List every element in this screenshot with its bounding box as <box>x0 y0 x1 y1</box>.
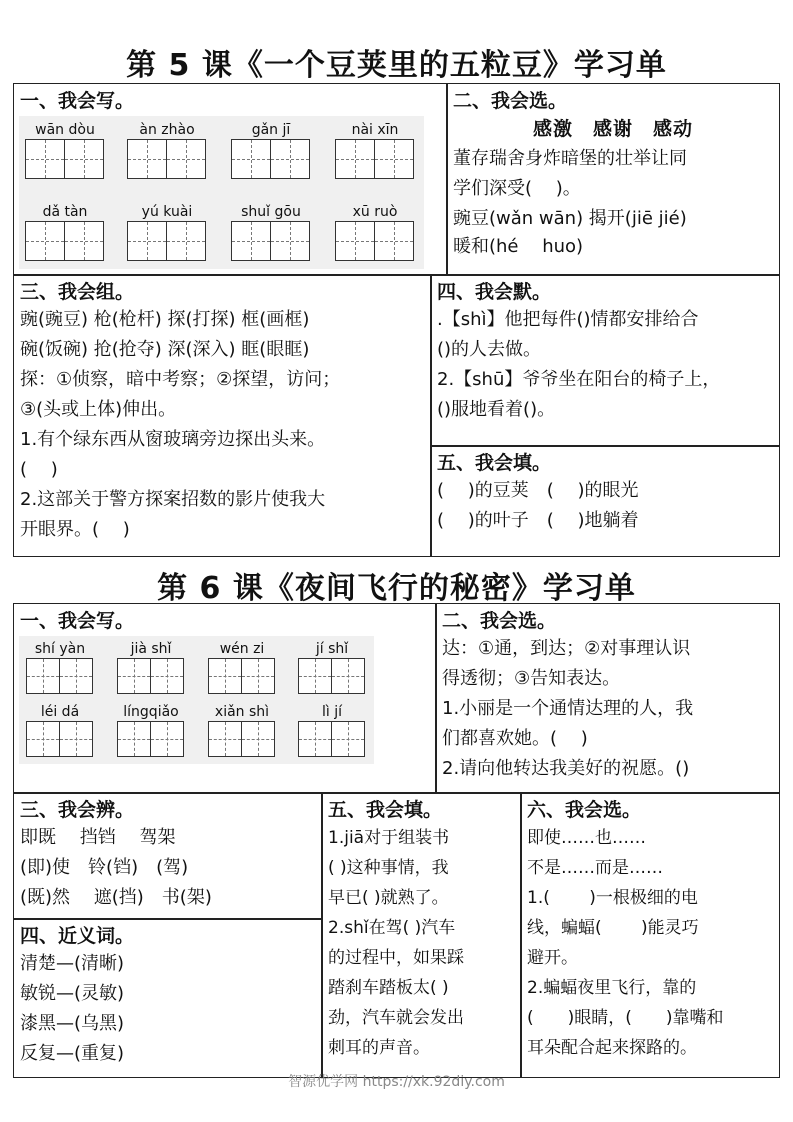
text-line: 2.蝙蝠夜里飞行，靠的 <box>527 978 697 998</box>
writing-cell[interactable] <box>117 658 151 694</box>
text-line: 2.请向他转达我美好的祝愿。() <box>442 758 690 779</box>
section-heading: 一、我会写。 <box>20 610 135 632</box>
writing-cell[interactable] <box>241 721 275 757</box>
text-line: 敏锐—(灵敏) <box>20 983 125 1004</box>
writing-cell[interactable] <box>59 658 93 694</box>
writing-cell[interactable] <box>64 221 104 261</box>
text-line: 不是……而是…… <box>527 858 663 878</box>
text-line: .【shì】他把每件()情都安排给合 <box>437 309 699 330</box>
section-heading: 五、我会填。 <box>328 799 443 821</box>
text-line: 豌(豌豆) 枪(枪杆) 探(打探) 框(画框) <box>20 309 310 330</box>
writing-cell[interactable] <box>335 139 375 179</box>
text-line: 得透彻；③告知表达。 <box>442 668 621 689</box>
section-heading: 三、我会组。 <box>20 281 135 303</box>
text-line: 2.这部关于警方探案招数的影片使我大 <box>20 489 326 510</box>
text-line: 1.小丽是一个通情达理的人，我 <box>442 698 694 719</box>
pinyin-box <box>117 704 185 760</box>
writing-cell[interactable] <box>150 721 184 757</box>
l6-pinyin-grid <box>19 636 374 764</box>
pinyin-box <box>208 704 276 760</box>
pinyin-label: wén zi <box>219 641 265 657</box>
text-line: (既)然 遮(挡) 书(架) <box>20 887 212 908</box>
text-line: ③(头或上体)伸出。 <box>20 399 177 420</box>
writing-cell[interactable] <box>127 221 167 261</box>
writing-cell[interactable] <box>26 721 60 757</box>
text-line: ( ) <box>20 459 58 480</box>
writing-cell[interactable] <box>150 658 184 694</box>
writing-cell[interactable] <box>298 721 332 757</box>
writing-cell[interactable] <box>270 221 310 261</box>
l5-pinyin-grid <box>19 116 424 269</box>
writing-cell[interactable] <box>25 221 65 261</box>
text-line: 2.【shū】爷爷坐在阳台的椅子上， <box>437 369 721 390</box>
text-line: ( )的豆荚 ( )的眼光 <box>437 480 639 501</box>
section-heading: 二、我会选。 <box>453 90 568 112</box>
text-line: 踏刹车踏板太( ) <box>328 978 449 998</box>
text-line: 反复—(重复) <box>20 1043 125 1064</box>
text-line: ()的人去做。 <box>437 339 542 360</box>
pinyin-label: xū ruò <box>352 204 398 220</box>
pinyin-label: shí yàn <box>34 641 86 657</box>
text-line: ()服地看着()。 <box>437 399 556 420</box>
section-heading: 六、我会选。 <box>527 799 642 821</box>
pinyin-label: wān dòu <box>35 122 95 138</box>
pinyin-label: àn zhào <box>139 122 195 138</box>
writing-cell[interactable] <box>231 221 271 261</box>
lesson5-title: 第 5 课《一个豆荚里的五粒豆》学习单 <box>126 48 667 83</box>
l5-choose-section <box>446 83 780 276</box>
writing-cell[interactable] <box>231 139 271 179</box>
writing-cell[interactable] <box>166 221 206 261</box>
text-line: ( )的叶子 ( )地躺着 <box>437 510 639 531</box>
text-line: 开眼界。( ) <box>20 519 130 540</box>
section-heading: 一、我会写。 <box>20 90 135 112</box>
pinyin-box <box>298 641 366 697</box>
text-line: 们都喜欢她。( ) <box>442 728 588 749</box>
section-heading: 四、我会默。 <box>437 281 552 303</box>
l5-group-section <box>13 274 432 557</box>
pinyin-label: jí shǐ <box>315 641 349 657</box>
writing-cell[interactable] <box>59 721 93 757</box>
pinyin-box <box>335 122 415 182</box>
writing-cell[interactable] <box>374 221 414 261</box>
pinyin-box <box>298 704 366 760</box>
text-line: 学们深受( )。 <box>453 178 581 199</box>
pinyin-label: língqiǎo <box>123 704 179 720</box>
text-line: ( )这种事情，我 <box>328 858 449 878</box>
l6-distinguish-section <box>13 792 323 920</box>
pinyin-label: léi dá <box>40 704 80 720</box>
pinyin-box <box>231 122 311 182</box>
text-line: 的过程中，如果踩 <box>328 948 464 968</box>
writing-cell[interactable] <box>26 658 60 694</box>
lesson6-title: 第 6 课《夜间飞行的秘密》学习单 <box>157 571 636 606</box>
writing-cell[interactable] <box>331 721 365 757</box>
text-line: 线，蝙蝠( )能灵巧 <box>527 918 699 938</box>
text-line: 清楚—(清晰) <box>20 953 125 974</box>
writing-cell[interactable] <box>64 139 104 179</box>
pinyin-label: dǎ tàn <box>42 204 88 220</box>
pinyin-box <box>26 641 94 697</box>
text-line: 漆黑—(乌黑) <box>20 1013 125 1034</box>
pinyin-box <box>26 704 94 760</box>
writing-cell[interactable] <box>374 139 414 179</box>
text-line: 1.有个绿东西从窗玻璃旁边探出头来。 <box>20 429 326 450</box>
text-line: ( )眼睛，( )靠嘴和 <box>527 1008 724 1028</box>
writing-cell[interactable] <box>208 658 242 694</box>
pinyin-box <box>127 204 207 264</box>
pinyin-label: lì jí <box>321 704 342 720</box>
text-line: 1.( )一根极细的电 <box>527 888 698 908</box>
text-line: 2.shǐ在驾( )汽车 <box>328 918 456 938</box>
text-line: 早已( )就熟了。 <box>328 888 449 908</box>
writing-cell[interactable] <box>127 139 167 179</box>
text-line: 1.jiā对于组装书 <box>328 828 450 848</box>
section-heading: 三、我会辨。 <box>20 799 135 821</box>
l5-fill-section <box>430 445 780 557</box>
pinyin-label: jià shǐ <box>130 641 172 657</box>
text-line: 劲，汽车就会发出 <box>328 1008 464 1028</box>
writing-cell[interactable] <box>331 658 365 694</box>
pinyin-box <box>231 204 311 264</box>
writing-cell[interactable] <box>241 658 275 694</box>
pinyin-box <box>25 122 105 182</box>
l5-dictate-section <box>430 274 780 447</box>
watermark-footer: 智源优学网 https://xk.92diy.com <box>288 1074 505 1090</box>
l6-synonyms-section <box>13 918 323 1078</box>
writing-cell[interactable] <box>208 721 242 757</box>
pinyin-box <box>335 204 415 264</box>
section-heading: 二、我会选。 <box>442 610 557 632</box>
text-line: 耳朵配合起来探路的。 <box>527 1038 697 1058</box>
writing-cell[interactable] <box>335 221 375 261</box>
text-line: 探：①侦察，暗中考察；②探望，访问； <box>20 369 341 390</box>
text-line: 刺耳的声音。 <box>328 1038 430 1058</box>
l6-choose-section <box>435 603 780 794</box>
text-line: 碗(饭碗) 抢(抢夺) 深(深入) 眶(眼眶) <box>20 339 310 360</box>
word-choices: 感激 感谢 感动 <box>532 118 693 140</box>
text-line: 暖和(hé huo) <box>453 236 584 257</box>
text-line: 即既 挡铛 驾架 <box>20 827 176 848</box>
pinyin-label: shuǐ gōu <box>241 204 301 220</box>
pinyin-box <box>127 122 207 182</box>
pinyin-label: gǎn jī <box>251 122 291 138</box>
section-heading: 五、我会填。 <box>437 452 552 474</box>
l6-select-section <box>520 792 780 1078</box>
pinyin-box <box>208 641 276 697</box>
l6-fill-section <box>321 792 522 1078</box>
text-line: 避开。 <box>527 948 578 968</box>
text-line: 董存瑞舍身炸暗堡的壮举让同 <box>453 148 687 169</box>
writing-cell[interactable] <box>270 139 310 179</box>
pinyin-box <box>117 641 185 697</box>
text-line: 豌豆(wǎn wān) 揭开(jiē jié) <box>453 208 687 229</box>
pinyin-box <box>25 204 105 264</box>
writing-cell[interactable] <box>117 721 151 757</box>
section-heading: 四、近义词。 <box>20 925 135 947</box>
pinyin-label: xiǎn shì <box>214 704 270 720</box>
writing-cell[interactable] <box>25 139 65 179</box>
text-line: (即)使 铃(铛) (驾) <box>20 857 189 878</box>
pinyin-label: nài xīn <box>351 122 399 138</box>
text-line: 达：①通，到达；②对事理认识 <box>442 638 691 659</box>
text-line: 即使……也…… <box>527 828 646 848</box>
pinyin-label: yú kuài <box>141 204 193 220</box>
writing-cell[interactable] <box>298 658 332 694</box>
writing-cell[interactable] <box>166 139 206 179</box>
